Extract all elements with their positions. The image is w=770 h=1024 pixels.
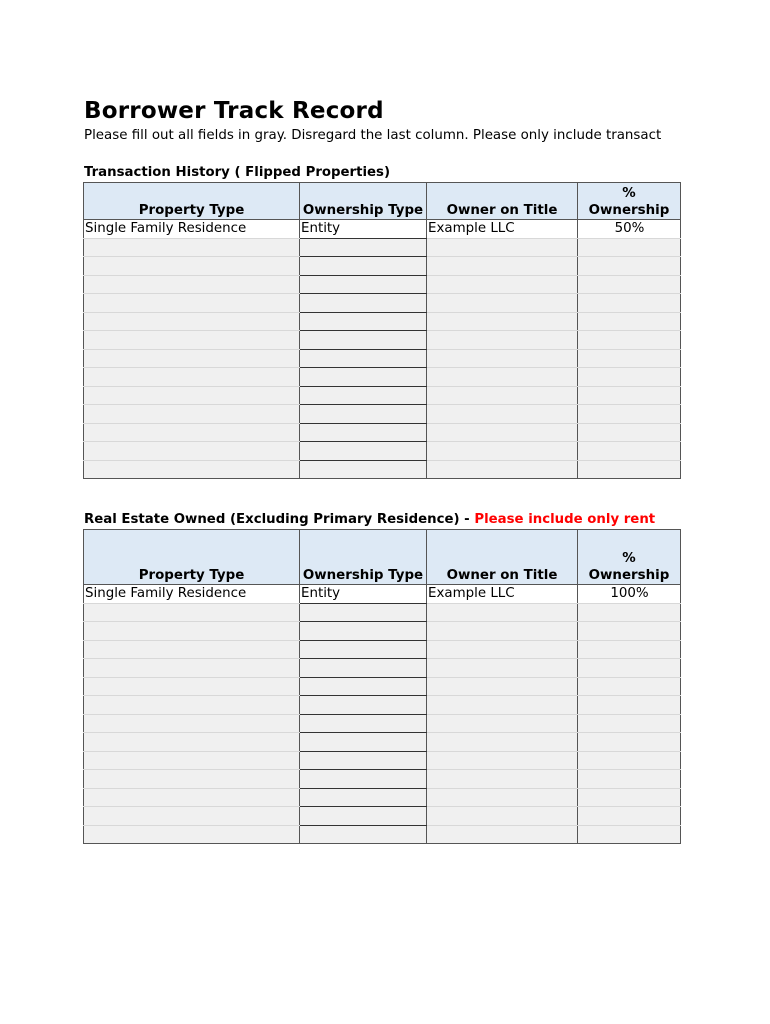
property-type-cell[interactable] xyxy=(84,603,300,622)
owner-on-title-cell[interactable]: Example LLC xyxy=(427,585,578,604)
percent-ownership-cell[interactable] xyxy=(578,331,681,350)
percent-ownership-cell[interactable] xyxy=(578,825,681,844)
owner-on-title-cell[interactable] xyxy=(427,238,578,257)
column-header-owner-on-title: Owner on Title xyxy=(427,183,578,220)
owner-on-title-cell[interactable] xyxy=(427,770,578,789)
property-type-cell[interactable] xyxy=(84,677,300,696)
property-type-cell[interactable] xyxy=(84,714,300,733)
column-header-owner-on-title: Owner on Title xyxy=(427,530,578,585)
table-row xyxy=(84,733,681,752)
ownership-type-cell[interactable]: Entity xyxy=(300,220,427,239)
percent-ownership-cell[interactable] xyxy=(578,603,681,622)
section-heading-note: Please include only rent xyxy=(474,512,656,527)
percent-ownership-cell[interactable] xyxy=(578,622,681,641)
table-header-row xyxy=(84,530,681,585)
property-type-cell[interactable] xyxy=(84,275,300,294)
ownership-type-cell[interactable] xyxy=(300,368,427,387)
table-row xyxy=(84,405,681,424)
owner-on-title-cell[interactable] xyxy=(427,275,578,294)
owner-on-title-cell[interactable] xyxy=(427,368,578,387)
owner-on-title-cell[interactable] xyxy=(427,751,578,770)
percent-ownership-cell[interactable] xyxy=(578,275,681,294)
owner-on-title-cell[interactable] xyxy=(427,659,578,678)
ownership-type-cell[interactable] xyxy=(300,714,427,733)
percent-ownership-cell[interactable] xyxy=(578,312,681,331)
owner-on-title-cell[interactable] xyxy=(427,788,578,807)
property-type-cell[interactable] xyxy=(84,442,300,461)
owner-on-title-cell[interactable] xyxy=(427,349,578,368)
owner-on-title-cell[interactable]: Example LLC xyxy=(427,220,578,239)
table-row xyxy=(84,442,681,461)
table-row xyxy=(84,294,681,313)
column-header-percent-ownership: % Ownership xyxy=(578,530,681,585)
table-row xyxy=(84,275,681,294)
property-type-cell[interactable] xyxy=(84,807,300,826)
percent-ownership-cell[interactable] xyxy=(578,442,681,461)
table-row xyxy=(84,696,681,715)
owner-on-title-cell[interactable] xyxy=(427,257,578,276)
table-row xyxy=(84,751,681,770)
table-row xyxy=(84,257,681,276)
owner-on-title-cell[interactable] xyxy=(427,423,578,442)
ownership-type-cell[interactable]: Entity xyxy=(300,585,427,604)
ownership-type-cell[interactable] xyxy=(300,442,427,461)
table-row xyxy=(84,460,681,479)
ownership-type-cell[interactable] xyxy=(300,751,427,770)
table-row xyxy=(84,423,681,442)
table-row xyxy=(84,640,681,659)
ownership-type-cell[interactable] xyxy=(300,788,427,807)
percent-ownership-cell[interactable] xyxy=(578,238,681,257)
example-row xyxy=(84,220,681,239)
table-row xyxy=(84,659,681,678)
property-type-cell[interactable] xyxy=(84,770,300,789)
ownership-type-cell[interactable] xyxy=(300,312,427,331)
owner-on-title-cell[interactable] xyxy=(427,640,578,659)
table-row xyxy=(84,807,681,826)
property-type-cell[interactable] xyxy=(84,386,300,405)
property-type-cell[interactable] xyxy=(84,733,300,752)
owner-on-title-cell[interactable] xyxy=(427,714,578,733)
percent-ownership-cell[interactable]: 100% xyxy=(578,585,681,604)
ownership-type-cell[interactable] xyxy=(300,423,427,442)
section-heading-transaction-history: Transaction History ( Flipped Properties) xyxy=(84,165,391,180)
table-row xyxy=(84,386,681,405)
ownership-type-cell[interactable] xyxy=(300,603,427,622)
table-row xyxy=(84,788,681,807)
owner-on-title-cell[interactable] xyxy=(427,312,578,331)
percent-ownership-cell[interactable] xyxy=(578,349,681,368)
ownership-type-cell[interactable] xyxy=(300,807,427,826)
percent-ownership-cell[interactable] xyxy=(578,714,681,733)
column-header-property-type: Property Type xyxy=(84,183,300,220)
owner-on-title-cell[interactable] xyxy=(427,622,578,641)
owner-on-title-cell[interactable] xyxy=(427,405,578,424)
transaction-history-table xyxy=(83,182,681,479)
ownership-type-cell[interactable] xyxy=(300,696,427,715)
table-row xyxy=(84,603,681,622)
ownership-type-cell[interactable] xyxy=(300,659,427,678)
property-type-cell[interactable]: Single Family Residence xyxy=(84,220,300,239)
owner-on-title-cell[interactable] xyxy=(427,460,578,479)
owner-on-title-cell[interactable] xyxy=(427,603,578,622)
property-type-cell[interactable] xyxy=(84,238,300,257)
ownership-type-cell[interactable] xyxy=(300,405,427,424)
table-row xyxy=(84,714,681,733)
column-header-property-type: Property Type xyxy=(84,530,300,585)
percent-ownership-cell[interactable] xyxy=(578,770,681,789)
example-row xyxy=(84,585,681,604)
percent-ownership-cell[interactable] xyxy=(578,733,681,752)
percent-ownership-cell[interactable] xyxy=(578,423,681,442)
percent-ownership-cell[interactable] xyxy=(578,677,681,696)
percent-ownership-cell[interactable] xyxy=(578,386,681,405)
percent-ownership-cell[interactable] xyxy=(578,640,681,659)
percent-ownership-cell[interactable] xyxy=(578,405,681,424)
property-type-cell[interactable] xyxy=(84,312,300,331)
property-type-cell[interactable] xyxy=(84,751,300,770)
property-type-cell[interactable] xyxy=(84,294,300,313)
table-row xyxy=(84,368,681,387)
property-type-cell[interactable] xyxy=(84,659,300,678)
percent-ownership-cell[interactable] xyxy=(578,460,681,479)
property-type-cell[interactable]: Single Family Residence xyxy=(84,585,300,604)
property-type-cell[interactable] xyxy=(84,788,300,807)
owner-on-title-cell[interactable] xyxy=(427,733,578,752)
owner-on-title-cell[interactable] xyxy=(427,696,578,715)
table-row xyxy=(84,622,681,641)
property-type-cell[interactable] xyxy=(84,825,300,844)
owner-on-title-cell[interactable] xyxy=(427,677,578,696)
table-row xyxy=(84,331,681,350)
ownership-type-cell[interactable] xyxy=(300,733,427,752)
ownership-type-cell[interactable] xyxy=(300,825,427,844)
property-type-cell[interactable] xyxy=(84,349,300,368)
ownership-type-cell[interactable] xyxy=(300,386,427,405)
table-header-row xyxy=(84,183,681,220)
table-row xyxy=(84,349,681,368)
property-type-cell[interactable] xyxy=(84,622,300,641)
percent-ownership-cell[interactable] xyxy=(578,751,681,770)
percent-ownership-cell[interactable]: 50% xyxy=(578,220,681,239)
ownership-type-cell[interactable] xyxy=(300,770,427,789)
column-header-ownership-type: Ownership Type xyxy=(300,183,427,220)
page-title: Borrower Track Record xyxy=(84,98,384,124)
percent-ownership-cell[interactable] xyxy=(578,807,681,826)
table-row xyxy=(84,238,681,257)
owner-on-title-cell[interactable] xyxy=(427,442,578,461)
percent-ownership-cell[interactable] xyxy=(578,294,681,313)
ownership-type-cell[interactable] xyxy=(300,294,427,313)
owner-on-title-cell[interactable] xyxy=(427,807,578,826)
ownership-type-cell[interactable] xyxy=(300,257,427,276)
table-row xyxy=(84,677,681,696)
property-type-cell[interactable] xyxy=(84,640,300,659)
property-type-cell[interactable] xyxy=(84,405,300,424)
section-heading-text: Real Estate Owned (Excluding Primary Residence) - xyxy=(84,512,475,527)
column-header-ownership-type: Ownership Type xyxy=(300,530,427,585)
ownership-type-cell[interactable] xyxy=(300,640,427,659)
ownership-type-cell[interactable] xyxy=(300,331,427,350)
table-row xyxy=(84,770,681,789)
section-heading-real-estate-owned xyxy=(84,512,679,527)
ownership-type-cell[interactable] xyxy=(300,349,427,368)
table-row xyxy=(84,312,681,331)
property-type-cell[interactable] xyxy=(84,257,300,276)
percent-ownership-cell[interactable] xyxy=(578,696,681,715)
ownership-type-cell[interactable] xyxy=(300,275,427,294)
real-estate-owned-table xyxy=(83,529,681,844)
ownership-type-cell[interactable] xyxy=(300,238,427,257)
ownership-type-cell[interactable] xyxy=(300,622,427,641)
owner-on-title-cell[interactable] xyxy=(427,825,578,844)
column-header-percent-ownership: % Ownership xyxy=(578,183,681,220)
owner-on-title-cell[interactable] xyxy=(427,386,578,405)
property-type-cell[interactable] xyxy=(84,423,300,442)
property-type-cell[interactable] xyxy=(84,460,300,479)
percent-ownership-cell[interactable] xyxy=(578,368,681,387)
instructions-text: Please fill out all fields in gray. Disregard the last column. Please only include transact xyxy=(84,128,662,143)
percent-ownership-cell[interactable] xyxy=(578,257,681,276)
owner-on-title-cell[interactable] xyxy=(427,331,578,350)
table-row xyxy=(84,825,681,844)
percent-ownership-cell[interactable] xyxy=(578,788,681,807)
property-type-cell[interactable] xyxy=(84,331,300,350)
owner-on-title-cell[interactable] xyxy=(427,294,578,313)
ownership-type-cell[interactable] xyxy=(300,677,427,696)
property-type-cell[interactable] xyxy=(84,368,300,387)
property-type-cell[interactable] xyxy=(84,696,300,715)
percent-ownership-cell[interactable] xyxy=(578,659,681,678)
ownership-type-cell[interactable] xyxy=(300,460,427,479)
